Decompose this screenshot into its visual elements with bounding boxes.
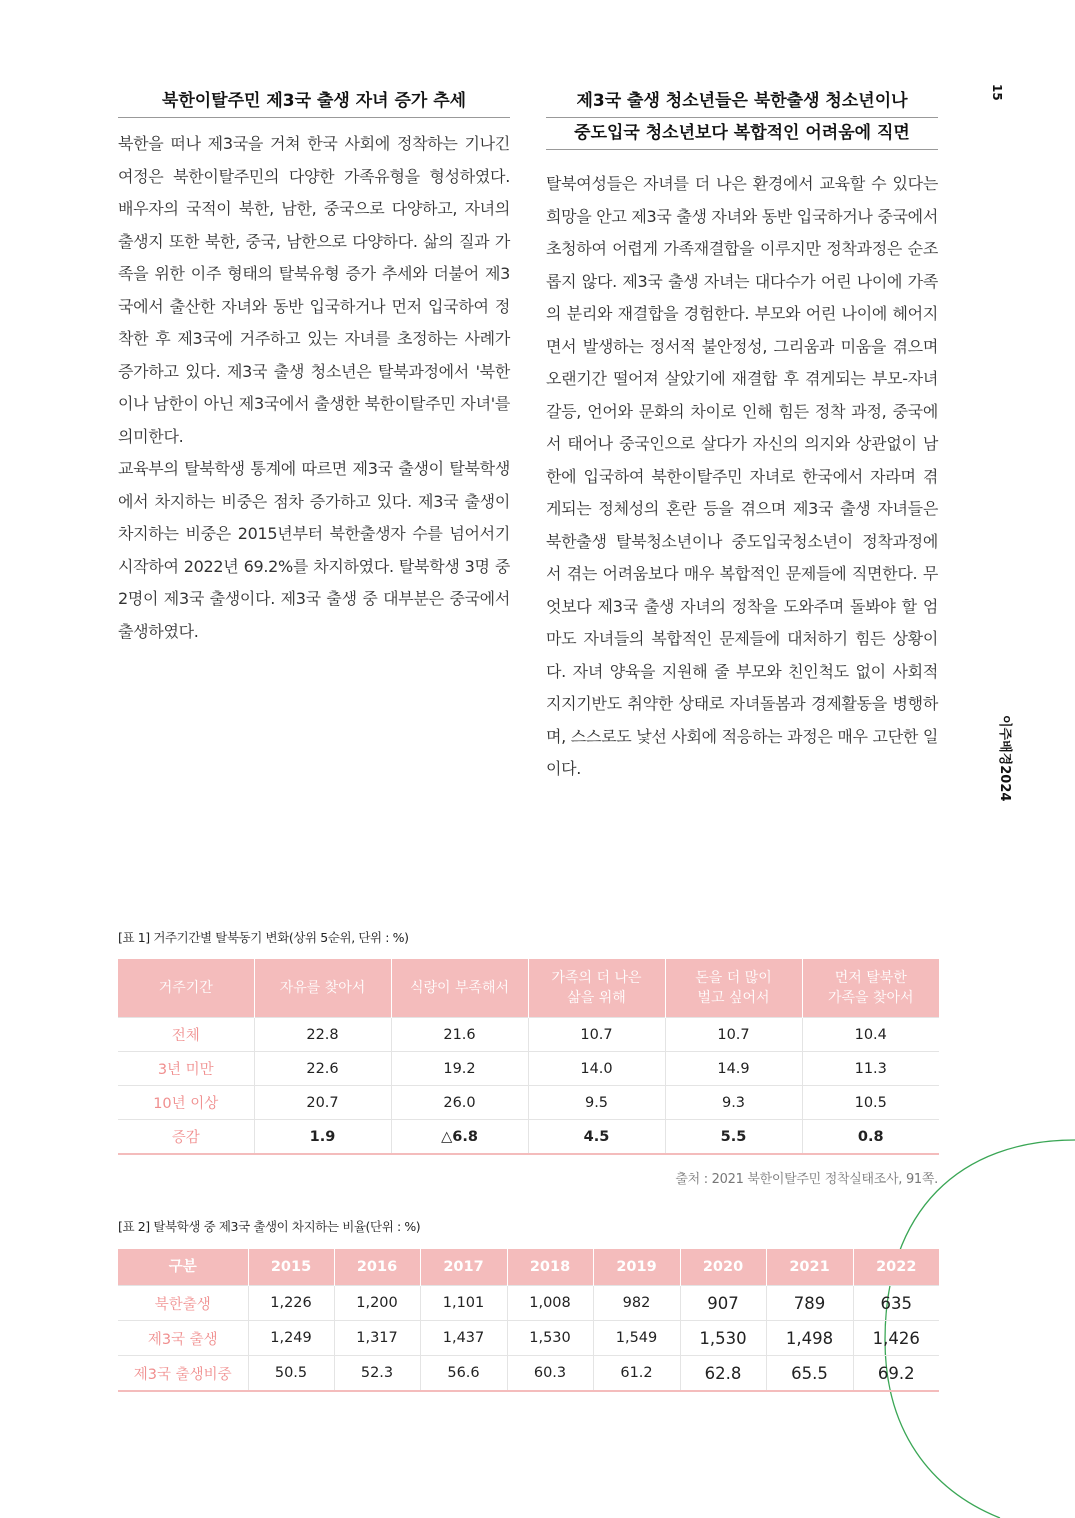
table2-cell: 1,226 [248, 1286, 334, 1321]
table2-cell: 50.5 [248, 1356, 334, 1392]
table2-cell: 69.2 [853, 1356, 939, 1392]
table1-cell: 22.6 [254, 1052, 391, 1086]
table2-header: 2022 [853, 1249, 939, 1286]
right-heading-line-2: 중도입국 청소년보다 복합적인 어려움에 직면 [574, 123, 910, 143]
table1-cell: 19.2 [391, 1052, 528, 1086]
table2-cell: 1,530 [507, 1321, 593, 1356]
table2-cell: 1,101 [420, 1286, 507, 1321]
table2-cell: 52.3 [334, 1356, 420, 1392]
table1-cell: 10.7 [528, 1018, 665, 1052]
side-title: 이주배경2024 [997, 715, 1012, 802]
table1-cell: 26.0 [391, 1086, 528, 1120]
table2-header-row [118, 1249, 939, 1286]
table1-header: 먼저 탈북한 가족을 찾아서 [802, 959, 939, 1018]
table2-cell: 60.3 [507, 1356, 593, 1392]
table-row [118, 1321, 939, 1356]
table2-header: 2019 [593, 1249, 680, 1286]
left-paragraph-2: 교육부의 탈북학생 통계에 따르면 제3국 출생이 탈북학생에서 차지하는 비중은 점차 증가하고 있다. 제3국 출생이 차지하는 비중은 2015년부터 북한출생자 수를 넘어서기 시작하여 2022년 69.2%를 차지하였다. 탈북학생 3명 중 2명이 제3국 출생이다. 제3국 출생 중 대부분은 중국에서 출생하였다. [118, 459, 510, 641]
table1-cell: 9.5 [528, 1086, 665, 1120]
table2-cell: 제3국 출생비중 [118, 1356, 248, 1392]
table1-cell: △6.8 [391, 1120, 528, 1155]
table1-header: 식량이 부족해서 [391, 959, 528, 1018]
table2-cell: 982 [593, 1286, 680, 1321]
table2-header: 2017 [420, 1249, 507, 1286]
table1-cell: 10.5 [802, 1086, 939, 1120]
table1-header: 돈을 더 많이 벌고 싶어서 [665, 959, 802, 1018]
table2-cell: 1,200 [334, 1286, 420, 1321]
table1-cell: 21.6 [391, 1018, 528, 1052]
right-heading [546, 86, 938, 150]
table2-header: 구분 [118, 1249, 248, 1286]
table2-cell: 789 [766, 1286, 853, 1321]
table2-cell: 제3국 출생 [118, 1321, 248, 1356]
left-heading: 북한이탈주민 제3국 출생 자녀 증가 추세 [118, 86, 510, 118]
table1-cell: 전체 [118, 1018, 254, 1052]
table1-cell: 22.8 [254, 1018, 391, 1052]
table1-header: 자유를 찾아서 [254, 959, 391, 1018]
table1-cell: 14.0 [528, 1052, 665, 1086]
table1-cell: 0.8 [802, 1120, 939, 1155]
table2-header: 2020 [680, 1249, 766, 1286]
table2-header: 2021 [766, 1249, 853, 1286]
table2-cell: 1,549 [593, 1321, 680, 1356]
table2-cell: 62.8 [680, 1356, 766, 1392]
table2-cell: 61.2 [593, 1356, 680, 1392]
table2 [118, 1249, 939, 1392]
table2-header: 2018 [507, 1249, 593, 1286]
table2-cell: 1,498 [766, 1321, 853, 1356]
right-paragraph: 탈북여성들은 자녀를 더 나은 환경에서 교육할 수 있다는 희망을 안고 제3국 출생 자녀와 동반 입국하거나 중국에서 초청하여 어렵게 가족재결합을 이루지만 정착과정은 순조롭지 않다. 제3국 출생 자녀는 대다수가 어린 나이에 가족의 분리와 재결합을 경험한다. 부모와 어린 나이에 헤어지면서 발생하는 정서적 불안정성, 그리움과 미움을 겪으며 오랜기간 떨어져 살았기에 재결합 후 겪게되는 부모-자녀 갈등, 언어와 문화의 차이로 인해 힘든 정착 과정, 중국에서 태어나 중국인으로 살다가 자신의 의지와 상관없이 남한에 입국하여 북한이탈주민 자녀로 한국에서 자라며 겪게되는 정체성의 혼란 등을 겪으며 제3국 출생 자녀들은 북한출생 탈북청소년이나 중도입국청소년이 정착과정에서 겪는 어려움보다 매우 복합적인 문제들에 직면한다. 무엇보다 제3국 출생 자녀의 정착을 도와주며 돌봐야 할 엄마도 자녀들의 복합적인 문제들에 대처하기 힘든 상황이다. 자녀 양육을 지원해 줄 부모와 친인척도 없이 사회적 지지기반도 취약한 상태로 자녀돌봄과 경제활동을 병행하며, 스스로도 낯선 사회에 적응하는 과정은 매우 고단한 일이다. [546, 174, 938, 778]
table1-cell: 증감 [118, 1120, 254, 1155]
table1-cell: 11.3 [802, 1052, 939, 1086]
table2-cell: 65.5 [766, 1356, 853, 1392]
table-row [118, 1356, 939, 1392]
table2-cell: 1,317 [334, 1321, 420, 1356]
table1-cell: 10년 이상 [118, 1086, 254, 1120]
table-row [118, 1286, 939, 1321]
table1-cell: 5.5 [665, 1120, 802, 1155]
table2-cell: 56.6 [420, 1356, 507, 1392]
table1-cell: 10.7 [665, 1018, 802, 1052]
table1-cell: 4.5 [528, 1120, 665, 1155]
table1-header-row [118, 959, 939, 1018]
table2-cell: 1,530 [680, 1321, 766, 1356]
table2-cell: 635 [853, 1286, 939, 1321]
table1-header: 거주기간 [118, 959, 254, 1018]
table2-cell: 907 [680, 1286, 766, 1321]
table1-caption: [표 1] 거주기간별 탈북동기 변화(상위 5순위, 단위 : %) [118, 930, 409, 945]
table-row [118, 1018, 939, 1052]
right-heading-line-1: 제3국 출생 청소년들은 북한출생 청소년이나 [546, 86, 938, 118]
table2-cell: 1,008 [507, 1286, 593, 1321]
left-paragraph-1: 북한을 떠나 제3국을 거쳐 한국 사회에 정착하는 기나긴 여정은 북한이탈주민의 다양한 가족유형을 형성하였다. 배우자의 국적이 북한, 남한, 중국으로 다양하고, 자녀의 출생지 또한 북한, 중국, 남한으로 다양하다. 삶의 질과 가족을 위한 이주 형태의 탈북유형 증가 추세와 더불어 제3국에서 출산한 자녀와 동반 입국하거나 먼저 입국하여 정착한 후 제3국에 거주하고 있는 자녀를 초정하는 사례가 증가하고 있다. 제3국 출생 청소년은 탈북과정에서 '북한이나 남한이 아닌 제3국에서 출생한 북한이탈주민 자녀'를 의미한다. [118, 134, 510, 446]
table2-caption: [표 2] 탈북학생 중 제3국 출생이 차지하는 비율(단위 : %) [118, 1219, 421, 1234]
table1-cell: 10.4 [802, 1018, 939, 1052]
table1-cell: 9.3 [665, 1086, 802, 1120]
right-column [546, 86, 938, 786]
table2-cell: 북한출생 [118, 1286, 248, 1321]
table-row [118, 1052, 939, 1086]
left-column [118, 86, 510, 648]
table-row [118, 1086, 939, 1120]
table1-cell: 20.7 [254, 1086, 391, 1120]
table2-cell: 1,249 [248, 1321, 334, 1356]
table1-source: 출처 : 2021 북한이탈주민 정착실태조사, 91쪽. [675, 1172, 938, 1187]
table1-cell: 1.9 [254, 1120, 391, 1155]
table1-cell: 3년 미만 [118, 1052, 254, 1086]
table-row [118, 1120, 939, 1155]
table1 [118, 959, 939, 1155]
table2-cell: 1,426 [853, 1321, 939, 1356]
table2-header: 2015 [248, 1249, 334, 1286]
table1-cell: 14.9 [665, 1052, 802, 1086]
page-number: 15 [990, 84, 1004, 101]
table1-header: 가족의 더 나은 삶을 위해 [528, 959, 665, 1018]
table2-header: 2016 [334, 1249, 420, 1286]
table2-cell: 1,437 [420, 1321, 507, 1356]
